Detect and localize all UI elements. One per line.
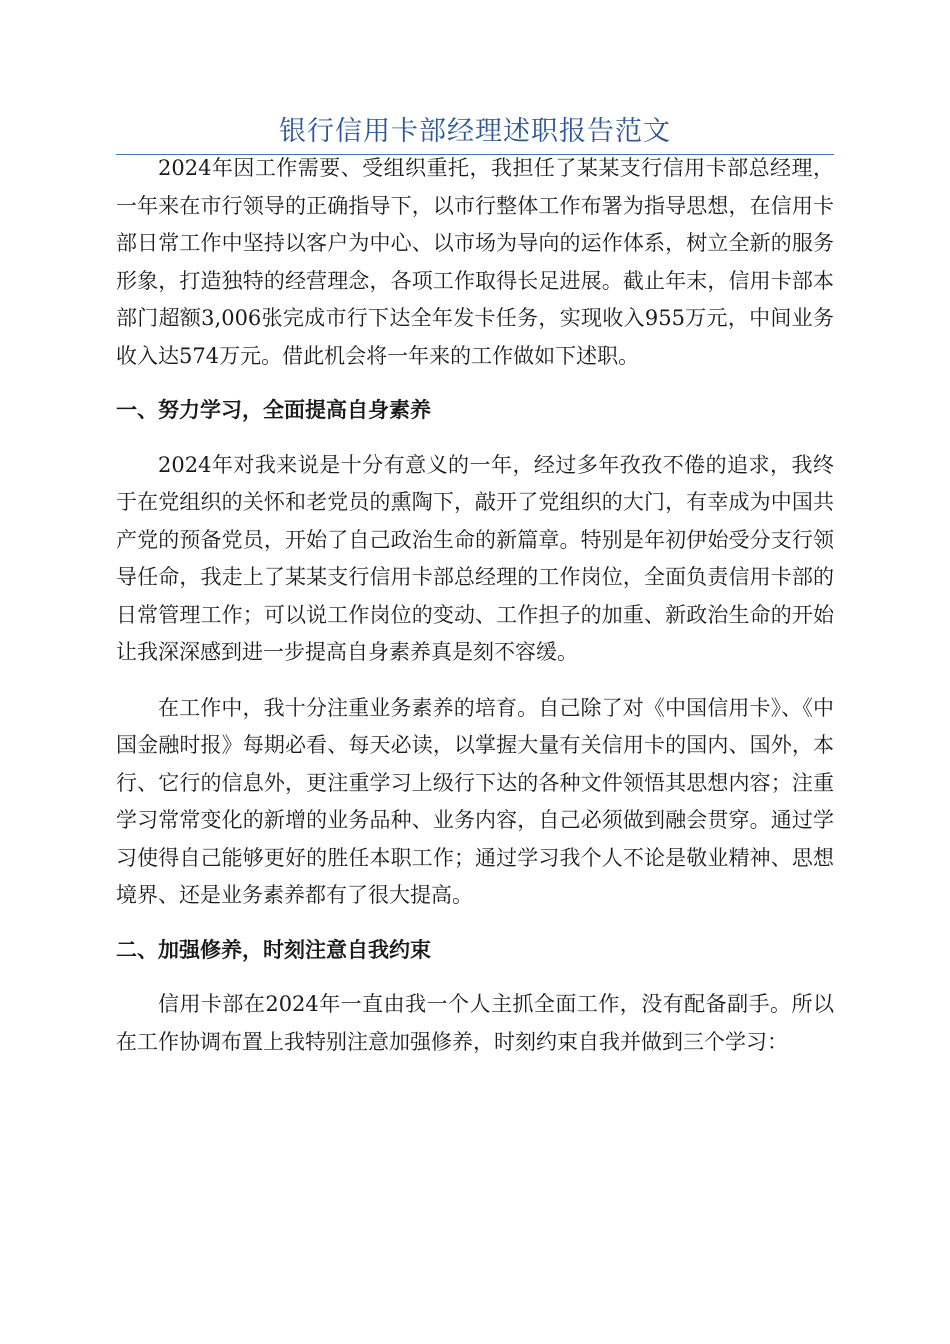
document-title: 银行信用卡部经理述职报告范文 bbox=[279, 116, 671, 147]
section-1-paragraph-1: 2024年对我来说是十分有意义的一年，经过多年孜孜不倦的追求，我终于在党组织的关怀和老党员的熏陶下，敲开了党组织的大门，有幸成为中国共产党的预备党员，开始了自己政治生命的新篇章。特别是年初伊始受分支行领导任命，我走上了某某支行信用卡部总经理的工作岗位，全面负责信用卡部的日常管理工作；可以说工作岗位的变动、工作担子的加重、新政治生命的开始让我深深感到进一步提高自身素养真是刻不容缓。 bbox=[116, 452, 834, 664]
section-heading-1: 一、努力学习，全面提高自身素养 bbox=[116, 398, 431, 422]
document-body bbox=[116, 150, 834, 1061]
section-heading-2: 二、加强修养，时刻注意自我约束 bbox=[116, 937, 431, 962]
section-2-paragraph-1: 信用卡部在2024年一直由我一个人主抓全面工作，没有配备副手。所以在工作协调布置上我特别注意加强修养，时刻约束自我并做到三个学习： bbox=[116, 992, 834, 1054]
section-1-paragraph-2: 在工作中，我十分注重业务素养的培育。自己除了对《中国信用卡》、《中国金融时报》每期必看、每天必读，以掌握大量有关信用卡的国内、国外，本行、它行的信息外，更注重学习上级行下达的各种文件领悟其思想内容；注重学习常常变化的新增的业务品种、业务内容，自己必须做到融会贯穿。通过学习使得自己能够更好的胜任本职工作；通过学习我个人不论是敬业精神、思想境界、还是业务素养都有了很大提高。 bbox=[116, 695, 834, 907]
intro-paragraph: 2024年因工作需要、受组织重托，我担任了某某支行信用卡部总经理，一年来在市行领导的正确指导下，以市行整体工作布署为指导思想，在信用卡部日常工作中坚持以客户为中心、以市场为导向的运作体系，树立全新的服务形象，打造独特的经营理念，各项工作取得长足进展。截止年末，信用卡部本部门超额3,006张完成市行下达全年发卡任务，实现收入955万元，中间业务收入达574万元。借此机会将一年来的工作做如下述职。 bbox=[116, 156, 834, 368]
